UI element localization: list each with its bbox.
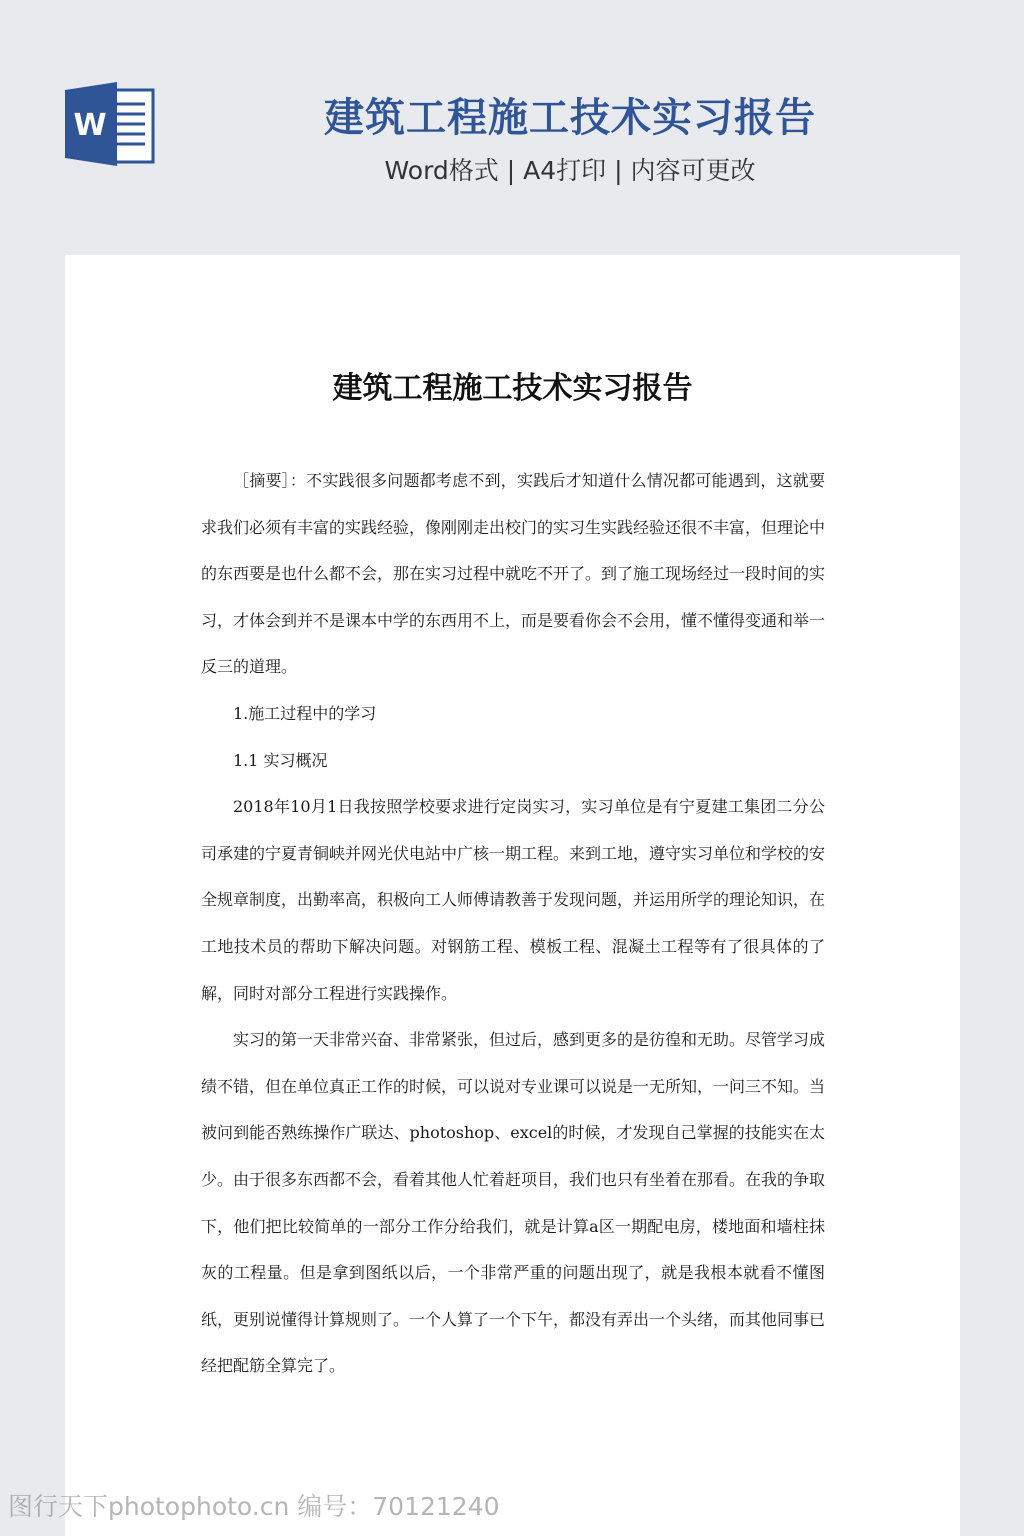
subsection-heading: 1.1 实习概况 (233, 750, 328, 770)
body-paragraph: 2018年10月1日我按照学校要求进行定岗实习，实习单位是有宁夏建工集团二分公司承建的宁夏青铜峡并网光伏电站中广核一期工程。来到工地，遵守实习单位和学校的安全规章制度，出勤率高，积极向工人师傅请教善于发现问题，并运用所学的理论知识，在工地技术员的帮助下解决问题。对钢筋工程、模板工程、混凝土工程等有了很具体的了解，同时对部分工程进行实践操作。 (201, 797, 826, 1003)
body-paragraph: 实习的第一天非常兴奋、非常紧张，但过后，感到更多的是彷徨和无助。尽管学习成绩不错，但在单位真正工作的时候，可以说对专业课可以说是一无所知，一问三不知。当被问到能否熟练操作广联达、photoshop、excel的时候，才发现自己掌握的技能实在太少。由于很多东西都不会，看着其他人忙着赶项目，我们也只有坐着在那看。在我的争取下，他们把比较简单的一部分工作分给我们，就是计算a区一期配电房，楼地面和墙柱抹灰的工程量。但是拿到图纸以后，一个非常严重的问题出现了，就是我根本就看不懂图纸，更别说懂得计算规则了。一个人算了一个下午，都没有弄出一个头绪，而其他同事已经把配筋全算完了。 (201, 1030, 826, 1376)
watermark-text: 图行天下photophoto.cn 编号：70121240 (8, 1492, 500, 1521)
document-body (201, 458, 825, 1390)
word-document-icon (63, 80, 157, 168)
header-title: 建筑工程施工技术实习报告 (324, 95, 816, 141)
section-heading: 1.施工过程中的学习 (233, 703, 377, 723)
word-logo-letter: W (73, 108, 107, 143)
document-title: 建筑工程施工技术实习报告 (332, 371, 693, 406)
header-subtitle: Word格式 | A4打印 | 内容可更改 (384, 156, 756, 185)
document-page (65, 255, 960, 1536)
abstract-paragraph: ［摘要］：不实践很多问题都考虑不到，实践后才知道什么情况都可能遇到，这就要求我们必须有丰富的实践经验，像刚刚走出校门的实习生实践经验还很不丰富，但理论中的东西要是也什么都不会，那在实习过程中就吃不开了。到了施工现场经过一段时间的实习，才体会到并不是课本中学的东西用不上，而是要看你会不会用，懂不懂得变通和举一反三的道理。 (201, 471, 826, 677)
